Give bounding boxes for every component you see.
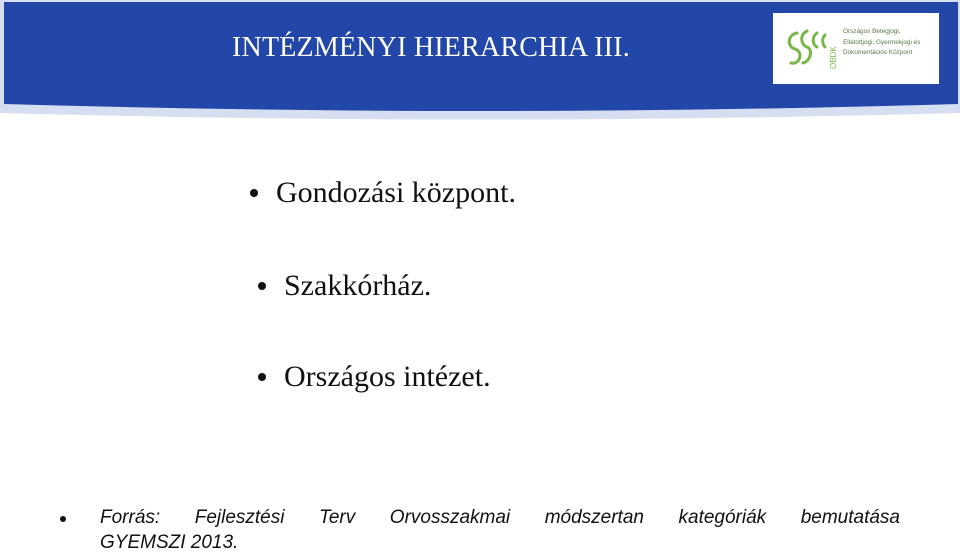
obdk-logo: [773, 13, 939, 84]
source-word: kategóriák: [678, 507, 767, 528]
bullet-text: Szakkórház.: [284, 269, 432, 302]
bullet-icon: [250, 189, 258, 197]
logo-line: Dokumentációs Központ: [843, 49, 913, 56]
slide-title: INTÉZMÉNYI HIERARCHIA III.: [232, 32, 630, 63]
logo-text: [843, 27, 939, 59]
source-word: bemutatása: [800, 507, 900, 528]
source-word: Forrás:: [100, 507, 161, 528]
source-word: Orvosszakmai: [389, 507, 511, 528]
logo-line: Országos Betegjogi,: [843, 28, 901, 35]
svg-text:OBDK: OBDK: [829, 46, 838, 69]
bullet-icon: [258, 373, 266, 381]
bullet-text: Gondozási központ.: [276, 176, 516, 209]
source-word: módszertan: [544, 507, 644, 528]
source-word: Terv: [319, 507, 356, 528]
bullet-icon: [60, 516, 66, 522]
source-word: Fejlesztési: [194, 507, 285, 528]
bullet-icon: [258, 282, 266, 290]
source-line-2: GYEMSZI 2013.: [100, 532, 239, 553]
bullet-text: Országos intézet.: [284, 360, 491, 393]
source-line-1: [100, 506, 900, 529]
logo-line: Ellátottjogi, Gyermekjogi és: [843, 38, 921, 46]
slide-header: [0, 0, 960, 132]
logo-mark-icon: [773, 13, 843, 84]
